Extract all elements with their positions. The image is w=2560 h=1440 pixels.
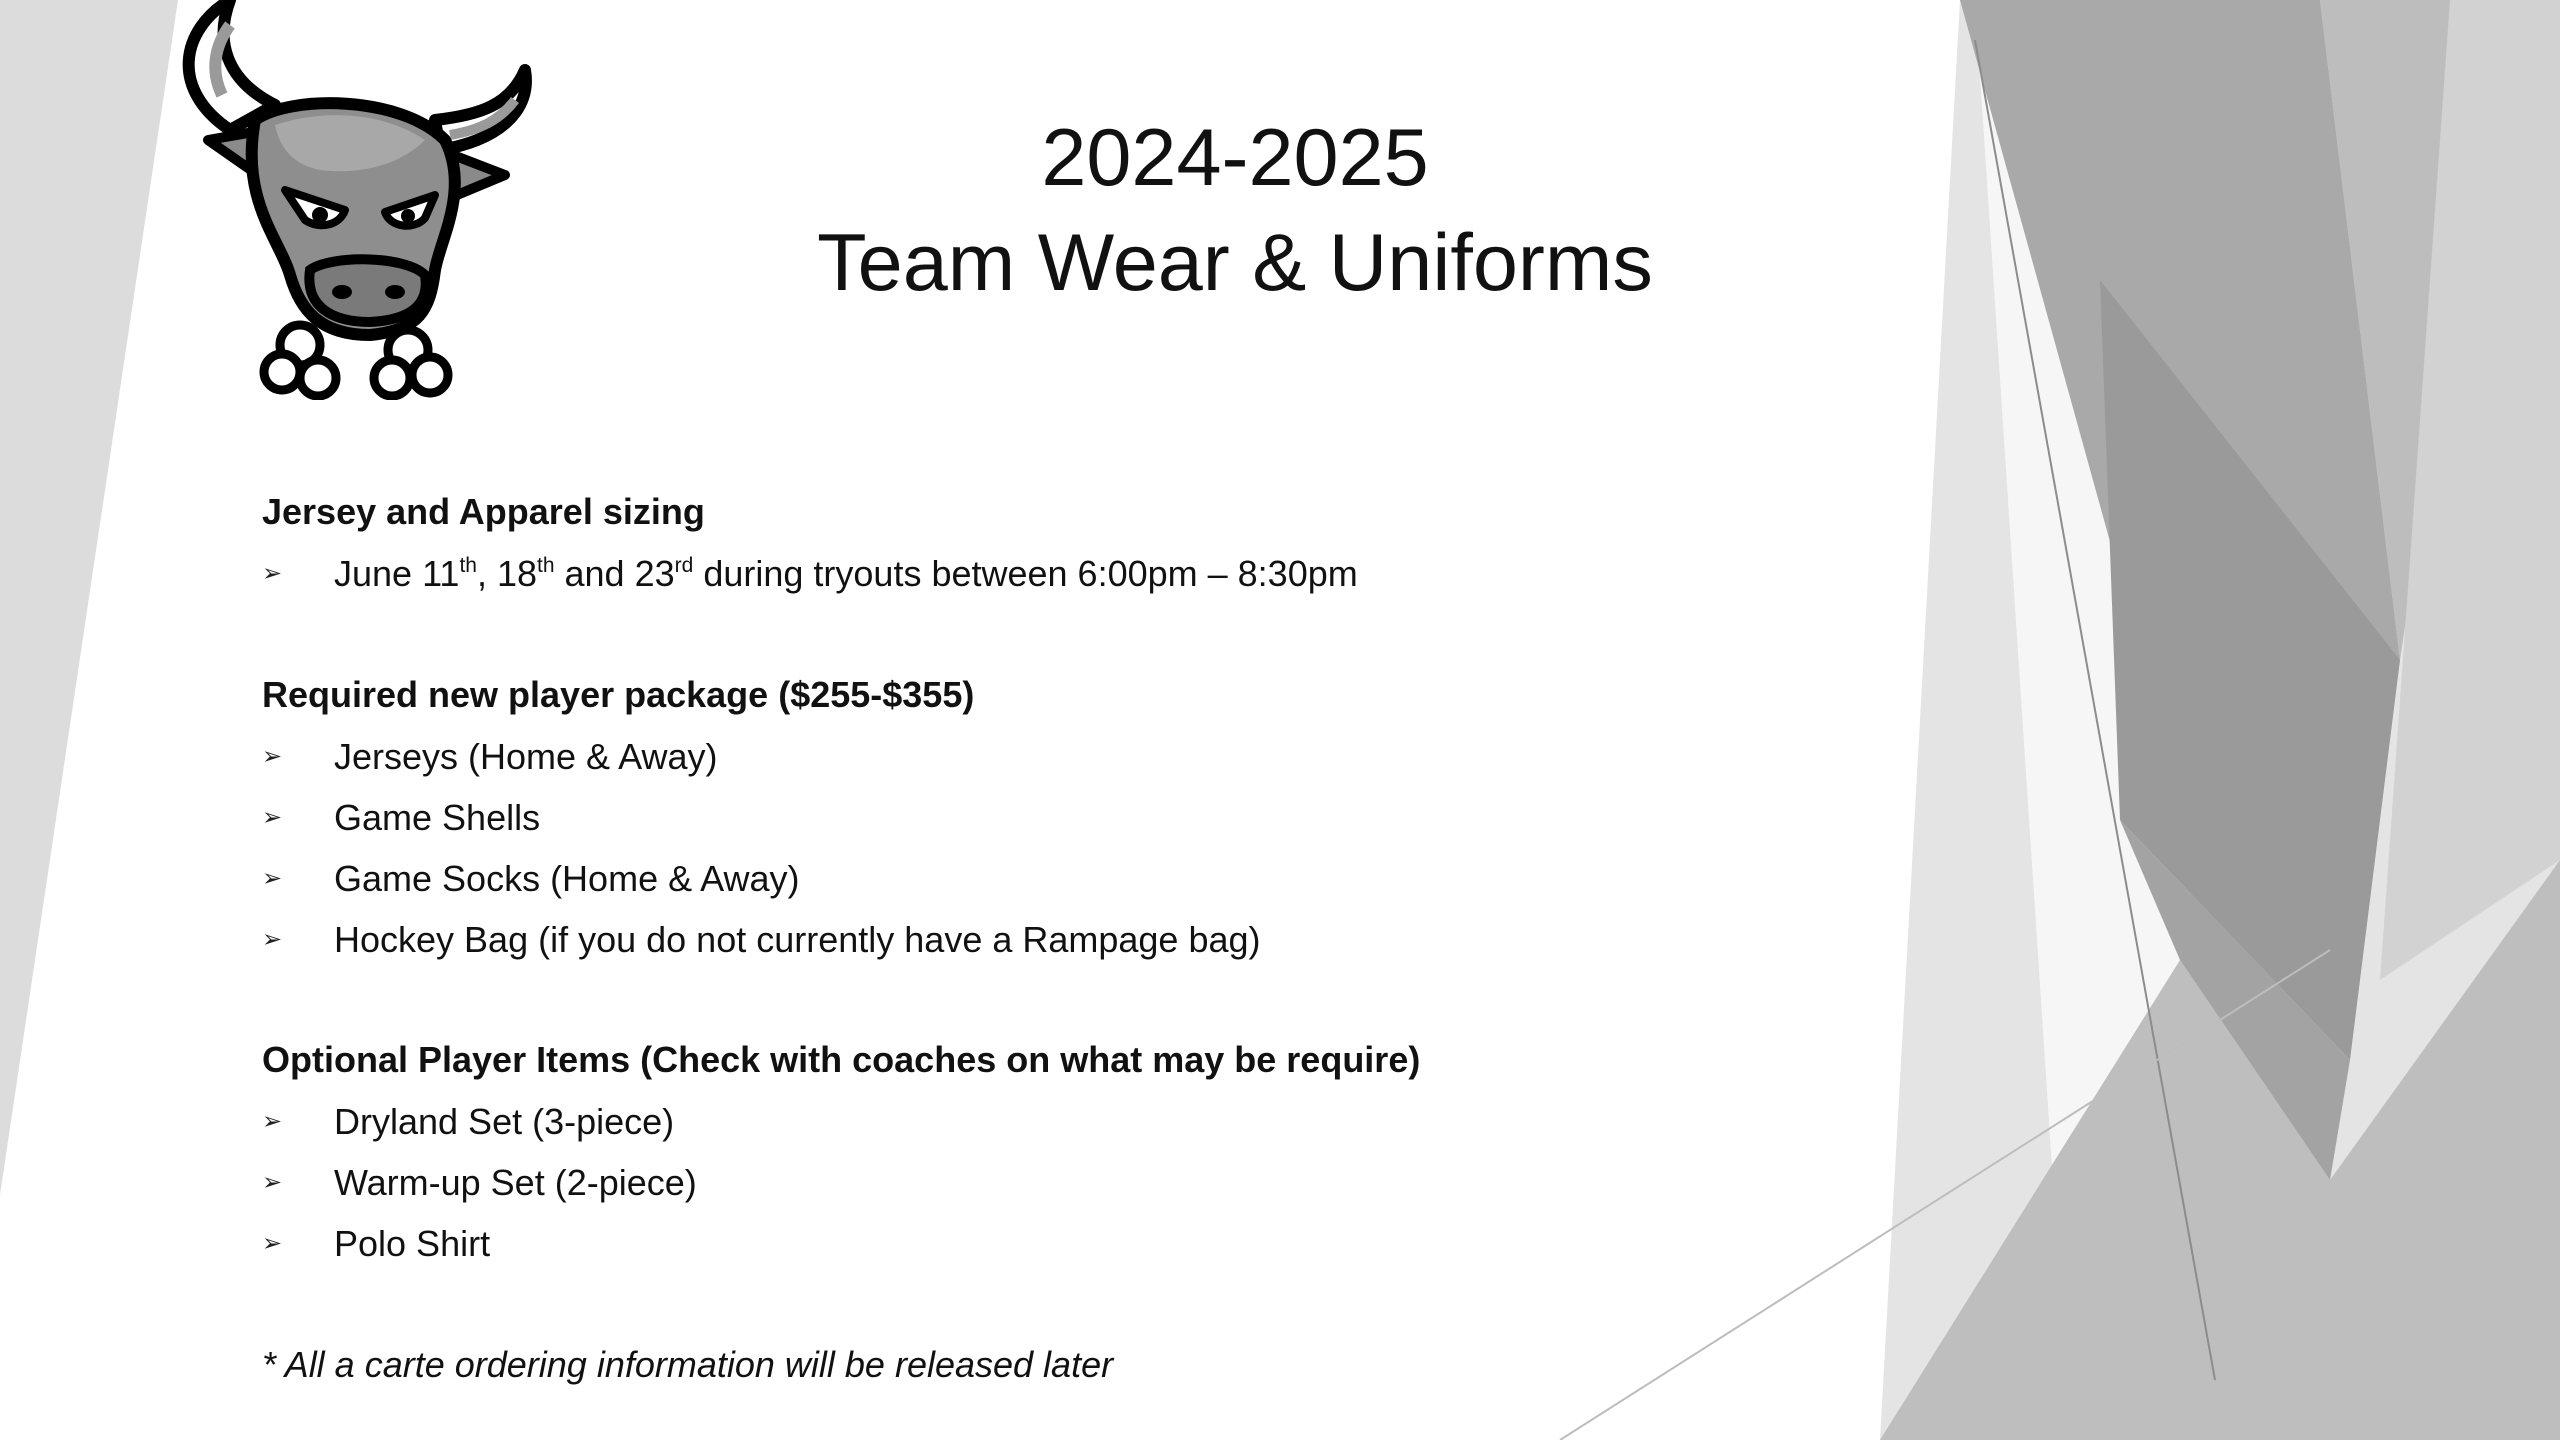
- section-heading-required: Required new player package ($255-$355): [262, 674, 975, 715]
- bull-head-logo: [170, 0, 540, 400]
- list-item-label: Polo Shirt: [334, 1223, 491, 1264]
- sizing-dates-text: June 11th, 18th and 23rd during tryouts between 6:00pm – 8:30pm: [334, 553, 1358, 594]
- list-item: [262, 796, 540, 840]
- bullet-icon: ➢: [262, 865, 283, 892]
- list-item: [262, 1100, 674, 1144]
- left-facet: [0, 0, 178, 1195]
- list-item-sizing-dates: [262, 552, 1358, 596]
- bullet-icon: ➢: [262, 804, 283, 831]
- bullet-icon: ➢: [262, 926, 283, 953]
- list-item: [262, 918, 1261, 962]
- bullet-icon: ➢: [262, 1169, 283, 1196]
- footnote: * All a carte ordering information will be released later: [262, 1344, 1114, 1385]
- section-heading-optional: Optional Player Items (Check with coaches on what may be require): [262, 1039, 1421, 1080]
- list-item: [262, 1161, 697, 1205]
- list-item: [262, 1222, 490, 1266]
- list-item-label: Game Socks (Home & Away): [334, 858, 800, 899]
- bullet-icon: ➢: [262, 743, 283, 770]
- bullet-icon: ➢: [262, 560, 283, 587]
- title-year: 2024-2025: [1041, 113, 1429, 203]
- bullet-icon: ➢: [262, 1230, 283, 1257]
- list-item-label: Jerseys (Home & Away): [334, 736, 718, 777]
- list-item-label: Hockey Bag (if you do not currently have a Rampage bag): [334, 919, 1261, 960]
- title-main: Team Wear & Uniforms: [817, 218, 1653, 308]
- list-item: [262, 857, 800, 901]
- list-item-label: Warm-up Set (2-piece): [334, 1162, 697, 1203]
- list-item: [262, 735, 717, 779]
- section-heading-sizing: Jersey and Apparel sizing: [262, 491, 705, 532]
- list-item-label: Dryland Set (3-piece): [334, 1101, 675, 1142]
- list-item-label: Game Shells: [334, 797, 541, 838]
- bullet-icon: ➢: [262, 1108, 283, 1135]
